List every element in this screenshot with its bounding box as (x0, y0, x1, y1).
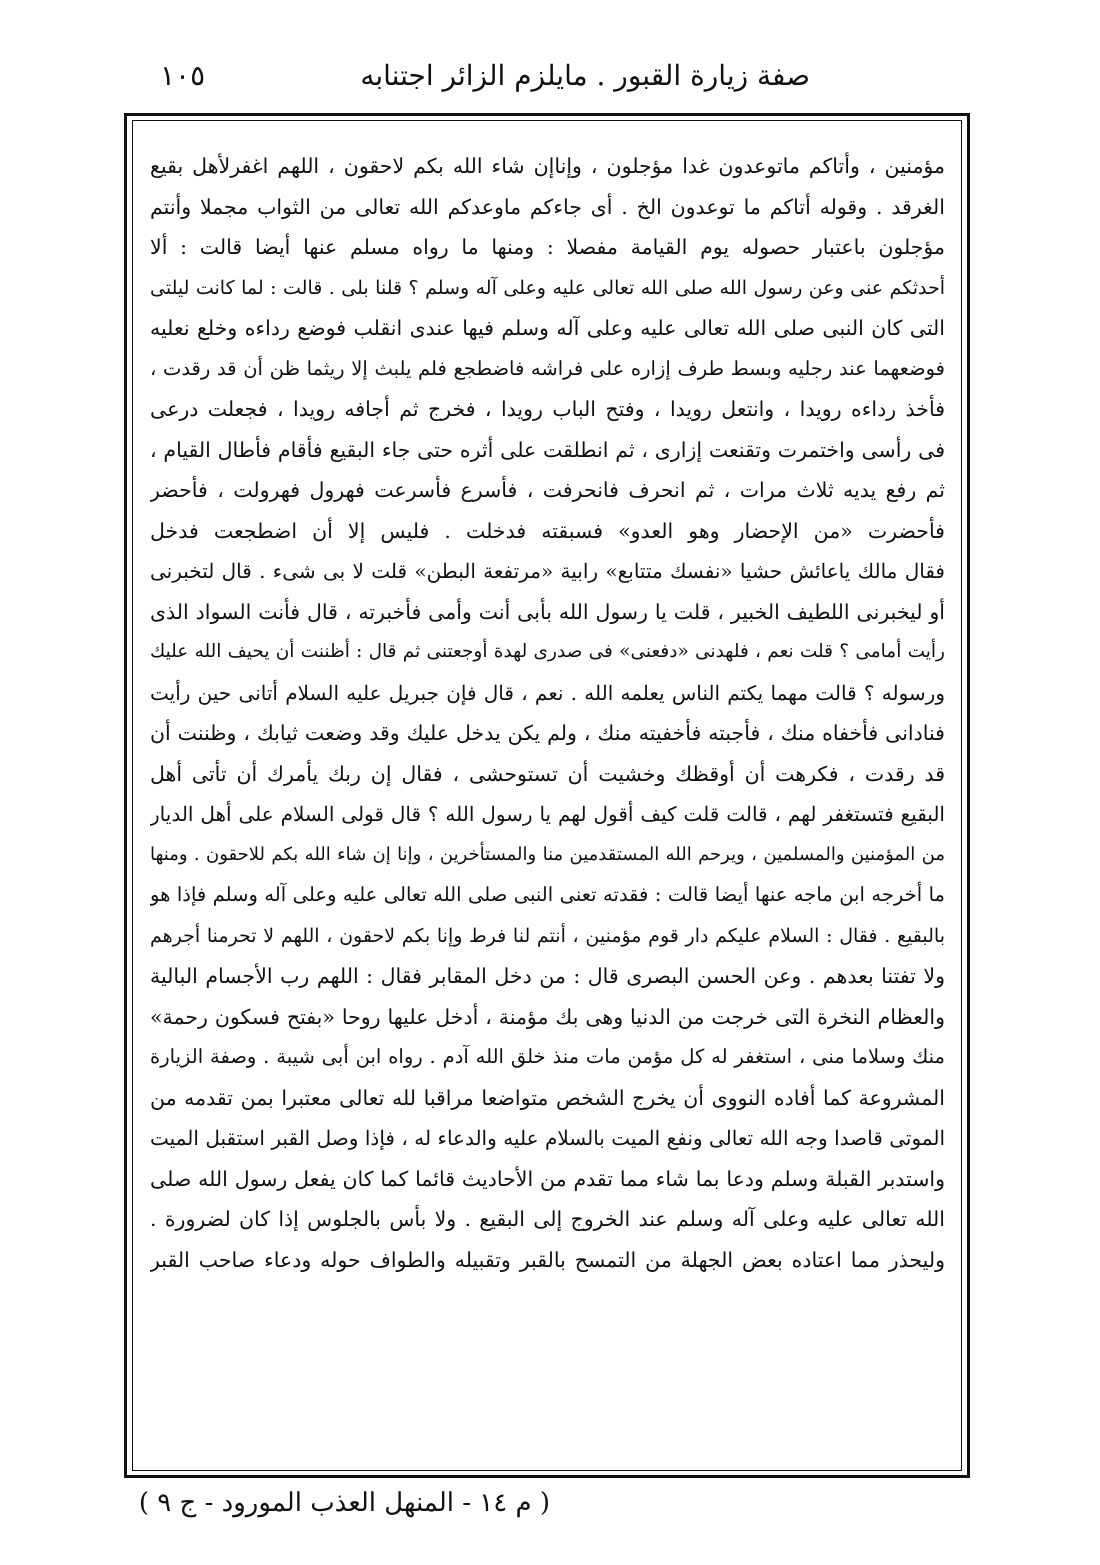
text-line: مؤجلون باعتبار حصوله يوم القيامة مفصلا : ومنها ما رواه مسلم عنها أيضا قالت : ألا (150, 235, 945, 259)
text-line: فأخذ رداءه رويدا ، وانتعل رويدا ، وفتح الباب رويدا ، فخرج ثم أجافه رويدا ، فجعلت درعى (150, 397, 945, 421)
text-line: ما أخرجه ابن ماجه عنها أيضا قالت : فقدته تعنى النبى صلى الله تعالى عليه وعلى آله وسلم فإذا هو (150, 883, 945, 906)
text-line: التى كان النبى صلى الله تعالى عليه وعلى آله وسلم فيها عندى انقلب فوضع رداءه وخلع نعليه (150, 316, 945, 340)
text-line: ثم رفع يديه ثلاث مرات ، ثم انحرف فانحرفت ، فأسرع فأسرعت فهرول فهرولت ، فأحضر (150, 478, 945, 502)
text-line: فنادانى فأخفاه منك ، فأجبته فأخفيته منك ، ولم يكن يدخل عليك وقد وضعت ثيابك ، وظننت أن (150, 721, 945, 745)
text-line: المشروعة كما أفاده النووى أن يخرج الشخص متواضعا مراقبا لله تعالى معتبرا بمن تقدمه من (150, 1085, 945, 1110)
body-text (150, 146, 945, 1280)
text-line: فقال مالك ياعائش حشيا «نفسك متتابع» رابية «مرتفعة البطن» قلت لا بى شىء . قال لتخبرنى (150, 559, 945, 583)
text-line: الغرقد . وقوله أتاكم ما توعدون الخ . أى جاءكم ماوعدكم الله تعالى من الثواب مجملا وأنتم (150, 194, 945, 219)
text-line: الموتى قاصدا وجه الله تعالى ونفع الميت بالسلام عليه والدعاء له ، فإذا وصل القبر استقبل الميت (150, 1126, 945, 1150)
text-line: ولا تفتنا بعدهم . وعن الحسن البصرى قال : من دخل المقابر فقال : اللهم رب الأجسام البالية (150, 964, 945, 988)
text-line: من المؤمنين والمسلمين ، ويرحم الله المستقدمين منا والمستأخرين ، وإنا إن شاء الله بكم للاحقون . ومنها (150, 843, 945, 865)
text-line: بالبقيع . فقال : السلام عليكم دار قوم مؤمنين ، أنتم لنا فرط وإنا بكم لاحقون ، اللهم لا تحرمنا أجرهم (150, 924, 945, 947)
text-line: فوضعهما عند رجليه وبسط طرف إزاره على فراشه فاضطجع فلم يلبث إلا ريثما ظن أن قد رقدت ، (150, 356, 945, 380)
text-line: فى رأسى واختمرت وتقنعت إزارى ، ثم انطلقت على أثره حتى جاء البقيع فأقام فأطال القيام ، (150, 437, 945, 462)
text-line: منك وسلاما منى ، استغفر له كل مؤمن مات منذ خلق الله آدم . رواه ابن أبى شيبة . وصفة الزيارة (150, 1045, 945, 1068)
print-signature: ( م ١٤ - المنهل العذب المورود - ج ٩ ) (138, 1488, 550, 1518)
running-head (130, 55, 970, 105)
text-line: مؤمنين ، وأتاكم ماتوعدون غدا مؤجلون ، وإناإن شاء الله بكم لاحقون ، اللهم اغفرلأهل بقيع (150, 154, 945, 178)
text-line: أحدثكم عنى وعن رسول الله صلى الله تعالى عليه وعلى آله وسلم ؟ قلنا بلى . قالت : لما كانت ليلتى (150, 276, 945, 299)
text-line: البقيع فتستغفر لهم ، قالت قلت كيف أقول لهم يا رسول الله ؟ قال قولى السلام على أهل الديار (150, 802, 945, 826)
page-number: ١٠٥ (160, 59, 206, 92)
text-line: قد رقدت ، فكرهت أن أوقظك وخشيت أن تستوحشى ، فقال إن ربك يأمرك أن تأتى أهل (150, 761, 945, 786)
text-line: رأيت أمامى ؟ قلت نعم ، فلهدنى «دفعنى» فى صدرى لهدة أوجعتنى ثم قال : أظننت أن يحيف الله عليك (150, 641, 945, 662)
text-line: الله تعالى عليه وعلى آله وسلم عند الخروج إلى البقيع . ولا بأس بالجلوس إذا كان لضرورة . (150, 1207, 945, 1231)
text-line: فأحضرت «من الإحضار وهو العدو» فسبقته فدخلت . فليس إلا أن اضطجعت فدخل (150, 518, 945, 543)
running-title: صفة زيارة القبور . مايلزم الزائر اجتنابه (360, 59, 810, 92)
text-line: والعظام النخرة التى خرجت من الدنيا وهى بك مؤمنة ، أدخل عليها روحا «بفتح فسكون رحمة» (150, 1004, 945, 1029)
text-line: ورسوله ؟ قالت مهما يكتم الناس يعلمه الله . نعم ، قال فإن جبريل عليه السلام أتانى حين رأيت (150, 680, 945, 705)
text-line: وليحذر مما اعتاده بعض الجهلة من التمسح بالقبر وتقبيله والطواف حوله ودعاء صاحب القبر (150, 1247, 945, 1272)
text-line: واستدبر القبلة وسلم ودعا بما شاء مما تقدم من الأحاديث قائما كما كان يفعل رسول الله صلى (150, 1166, 945, 1191)
text-line: أو ليخبرنى اللطيف الخبير ، قلت يا رسول الله بأبى أنت وأمى فأخبرته ، قال فأنت السواد الذى (150, 599, 945, 624)
